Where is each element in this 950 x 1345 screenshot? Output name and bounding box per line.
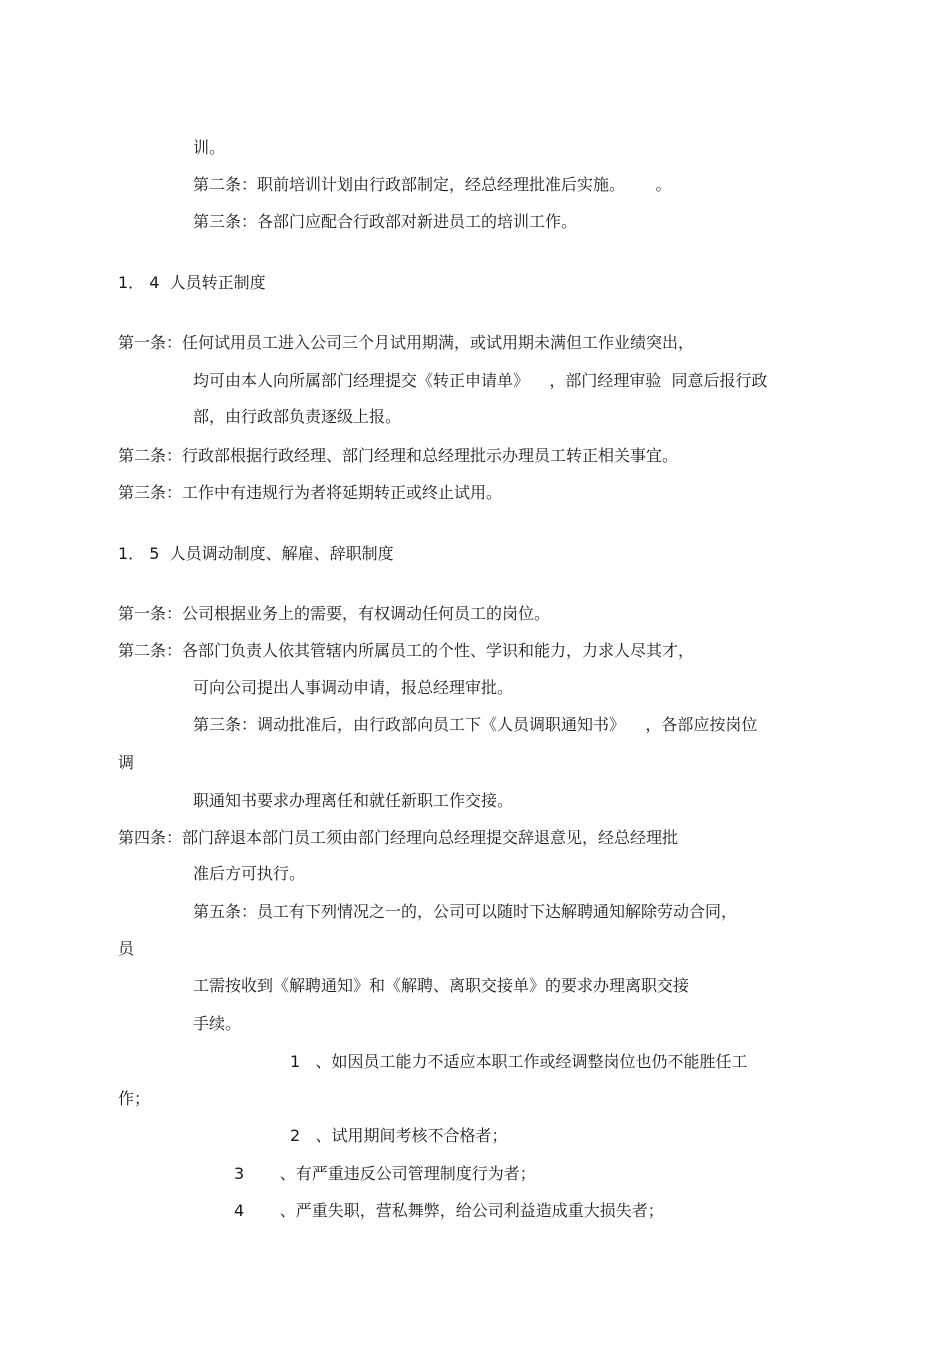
text-line: 调 bbox=[118, 753, 135, 772]
text-line: 手续。 bbox=[193, 1014, 242, 1033]
list-item: 2 、试用期间考核不合格者； bbox=[290, 1126, 508, 1145]
section-heading: 1． 4 人员转正制度 bbox=[118, 273, 266, 292]
text-line: 第三条：调动批准后，由行政部向员工下《人员调职通知书》 ，各部应按岗位 bbox=[193, 715, 758, 734]
text-line: 部，由行政部负责逐级上报。 bbox=[193, 407, 402, 426]
text-line: 训。 bbox=[193, 138, 226, 157]
list-item: 4 、严重失职，营私舞弊，给公司利益造成重大损失者； bbox=[234, 1201, 664, 1220]
text-line: 准后方可执行。 bbox=[193, 864, 306, 883]
text-line: 第一条：任何试用员工进入公司三个月试用期满，或试用期未满但工作业绩突出， bbox=[118, 333, 695, 352]
list-item: 3 、有严重违反公司管理制度行为者； bbox=[234, 1164, 536, 1183]
section-heading: 1． 5 人员调动制度、解雇、辞职制度 bbox=[118, 544, 394, 563]
text-line: 第二条：行政部根据行政经理、部门经理和总经理批示办理员工转正相关事宜。 bbox=[118, 446, 679, 465]
text-line: 第二条：职前培训计划由行政部制定，经总经理批准后实施。 。 bbox=[193, 175, 672, 194]
text-line: 第三条：工作中有违规行为者将延期转正或终止试用。 bbox=[118, 483, 503, 502]
text-line: 第五条：员工有下列情况之一的，公司可以随时下达解聘通知解除劳动合同， bbox=[193, 902, 738, 921]
text-line: 工需按收到《解聘通知》和《解聘、离职交接单》的要求办理离职交接 bbox=[193, 976, 690, 995]
text-line: 第三条：各部门应配合行政部对新进员工的培训工作。 bbox=[193, 212, 578, 231]
text-line: 第二条：各部门负责人依其管辖内所属员工的个性、学识和能力，力求人尽其才， bbox=[118, 641, 695, 660]
text-line: 第四条：部门辞退本部门员工须由部门经理向总经理提交辞退意见，经总经理批 bbox=[118, 828, 679, 847]
text-line: 可向公司提出人事调动申请，报总经理审批。 bbox=[193, 678, 514, 697]
text-line: 作； bbox=[118, 1089, 151, 1108]
list-item: 1 、如因员工能力不适应本职工作或经调整岗位也仍不能胜任工 bbox=[290, 1052, 748, 1071]
text-line: 职通知书要求办理离任和就任新职工作交接。 bbox=[193, 791, 514, 810]
text-line: 第一条：公司根据业务上的需要，有权调动任何员工的岗位。 bbox=[118, 604, 551, 623]
text-line: 均可由本人向所属部门经理提交《转正申请单》 ，部门经理审验 同意后报行政 bbox=[193, 371, 768, 390]
text-line: 员 bbox=[118, 939, 135, 958]
